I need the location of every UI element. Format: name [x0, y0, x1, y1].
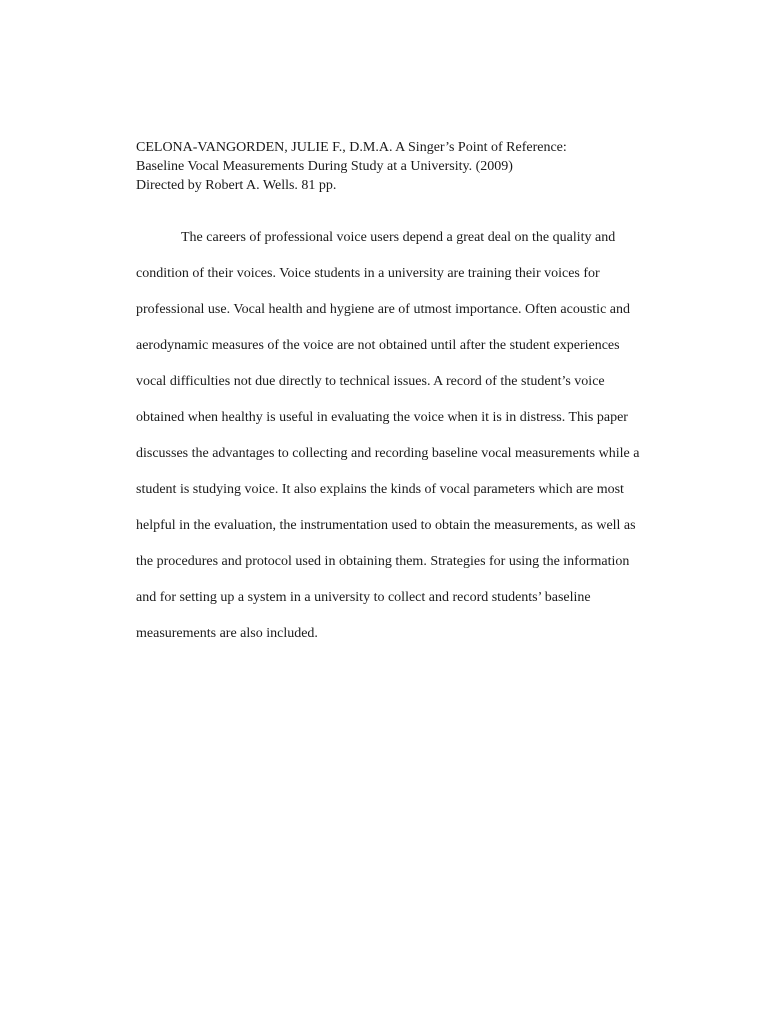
abstract-line: the procedures and protocol used in obtaining them. Strategies for using the information — [136, 554, 630, 569]
abstract-line: helpful in the evaluation, the instrumentation used to obtain the measurements, as well as — [136, 518, 636, 533]
abstract-line: and for setting up a system in a university to collect and record students’ baseline — [136, 590, 591, 605]
abstract-line: obtained when healthy is useful in evaluating the voice when it is in distress. This paper — [136, 410, 628, 425]
abstract-paragraph — [136, 227, 696, 659]
abstract-line: student is studying voice. It also explains the kinds of vocal parameters which are most — [136, 482, 624, 497]
abstract-line: professional use. Vocal health and hygiene are of utmost importance. Often acoustic and — [136, 302, 630, 317]
citation-block — [136, 138, 656, 195]
abstract-line: The careers of professional voice users depend a great deal on the quality and — [181, 230, 616, 245]
abstract-line: discusses the advantages to collecting and recording baseline vocal measurements while a — [136, 446, 640, 461]
abstract-line: aerodynamic measures of the voice are not obtained until after the student experiences — [136, 338, 620, 353]
citation-line-title-year: Baseline Vocal Measurements During Study at a University. (2009) — [136, 159, 513, 174]
abstract-line: measurements are also included. — [136, 626, 318, 641]
citation-line-director-pages: Directed by Robert A. Wells. 81 pp. — [136, 178, 337, 193]
abstract-line: vocal difficulties not due directly to technical issues. A record of the student’s voice — [136, 374, 605, 389]
citation-line-author-title: CELONA-VANGORDEN, JULIE F., D.M.A. A Singer’s Point of Reference: — [136, 140, 567, 155]
abstract-line: condition of their voices. Voice students in a university are training their voices for — [136, 266, 600, 281]
